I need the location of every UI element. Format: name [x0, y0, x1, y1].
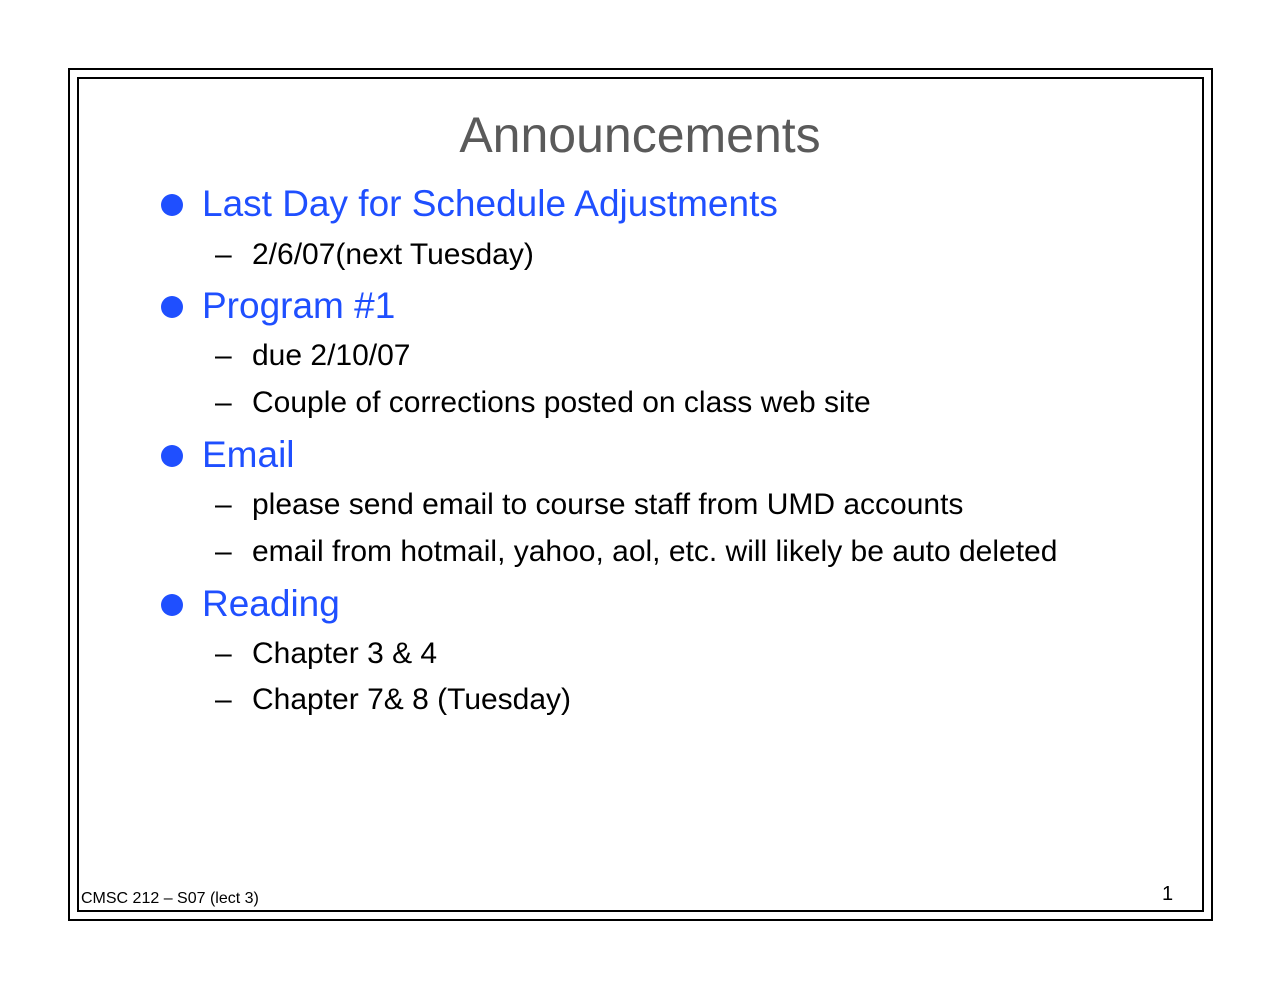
section-item: 2/6/07(next Tuesday): [252, 238, 534, 271]
footer-course-label: CMSC 212 – S07 (lect 3): [81, 890, 259, 907]
section-heading: Last Day for Schedule Adjustments: [202, 183, 778, 224]
dash-icon: –: [215, 535, 232, 568]
bullet-icon: [161, 445, 183, 467]
slide-title: Announcements: [459, 107, 821, 163]
section-heading: Reading: [202, 583, 340, 624]
bullet-icon: [161, 194, 183, 216]
dash-icon: –: [215, 386, 232, 419]
dash-icon: –: [215, 683, 232, 716]
section-item: due 2/10/07: [252, 339, 411, 372]
dash-icon: –: [215, 488, 232, 521]
dash-icon: –: [215, 637, 232, 670]
section-item: Chapter 7& 8 (Tuesday): [252, 683, 572, 716]
section-item: email from hotmail, yahoo, aol, etc. will likely be auto deleted: [252, 535, 1058, 568]
dash-icon: –: [215, 238, 232, 271]
section-heading: Program #1: [202, 285, 396, 326]
page-number: 1: [1162, 883, 1174, 905]
section-item: Couple of corrections posted on class web site: [252, 386, 871, 419]
section-item: Chapter 3 & 4: [252, 637, 438, 670]
section-heading: Email: [202, 434, 295, 475]
dash-icon: –: [215, 339, 232, 372]
bullet-icon: [161, 594, 183, 616]
bullet-icon: [161, 296, 183, 318]
section-item: please send email to course staff from UMD accounts: [252, 488, 964, 521]
